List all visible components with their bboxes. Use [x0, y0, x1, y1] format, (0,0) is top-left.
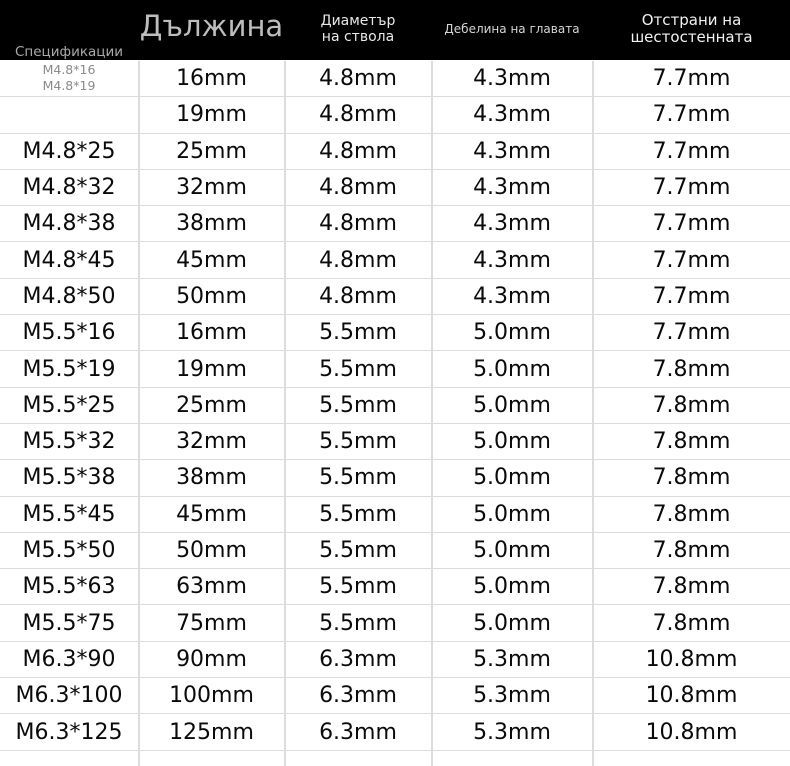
- length-cell: 45mm: [176, 247, 247, 273]
- spec-cell: M5.5*75: [22, 610, 116, 636]
- head-thickness-cell: 5.0mm: [473, 465, 551, 491]
- hex-cell: 7.7mm: [652, 66, 731, 92]
- hex-cell: 10.8mm: [645, 683, 738, 709]
- diameter-cell: 4.8mm: [319, 211, 397, 237]
- head-thickness-cell: 5.0mm: [473, 574, 551, 600]
- table-row: [0, 97, 790, 133]
- head-thickness-cell: 5.3mm: [473, 646, 551, 672]
- spec-cell: M5.5*19: [22, 356, 116, 382]
- hex-cell: 10.8mm: [645, 719, 738, 745]
- hex-cell: 7.8mm: [652, 392, 731, 418]
- hex-cell: 10.8mm: [645, 646, 738, 672]
- length-cell: 16mm: [176, 320, 247, 346]
- table-row: [0, 351, 790, 387]
- head-thickness-cell: 5.0mm: [473, 356, 551, 382]
- spec-cell: M5.5*50: [22, 538, 116, 564]
- head-thickness-cell: 4.3mm: [473, 138, 551, 164]
- diameter-cell: 5.5mm: [319, 501, 397, 527]
- diameter-cell: 4.8mm: [319, 283, 397, 309]
- head-thickness-cell: 4.3mm: [473, 247, 551, 273]
- length-cell: 45mm: [176, 501, 247, 527]
- head-thickness-cell: 4.3mm: [473, 66, 551, 92]
- length-cell: 19mm: [176, 102, 247, 128]
- table-row: [0, 606, 790, 642]
- header-spec-label: Спецификации: [15, 44, 123, 61]
- length-cell: 32mm: [176, 429, 247, 455]
- table-header: [0, 0, 790, 60]
- spec-small-label: M4.8*16: [42, 62, 96, 77]
- diameter-cell: 5.5mm: [319, 429, 397, 455]
- header-head-thickness-label: Дебелина на главата: [444, 22, 580, 37]
- diameter-cell: 4.8mm: [319, 175, 397, 201]
- hex-cell: 7.8mm: [652, 574, 731, 600]
- header-hex: [593, 0, 790, 60]
- table-row: [0, 279, 790, 315]
- diameter-cell: 5.5mm: [319, 356, 397, 382]
- head-thickness-cell: 5.0mm: [473, 501, 551, 527]
- head-thickness-cell: 5.0mm: [473, 538, 551, 564]
- table-row: [0, 497, 790, 533]
- diameter-cell: 4.8mm: [319, 102, 397, 128]
- hex-cell: 7.8mm: [652, 538, 731, 564]
- length-cell: 19mm: [176, 356, 247, 382]
- head-thickness-cell: 4.3mm: [473, 175, 551, 201]
- length-cell: 75mm: [176, 610, 247, 636]
- header-hex-line1: Отстрани на: [641, 10, 742, 29]
- spec-cell: M5.5*25: [22, 392, 116, 418]
- table-row: [0, 134, 790, 170]
- length-cell: 63mm: [176, 574, 247, 600]
- table-row: [0, 678, 790, 714]
- diameter-cell: 6.3mm: [319, 719, 397, 745]
- spec-cell: M5.5*32: [22, 429, 116, 455]
- diameter-cell: 5.5mm: [319, 320, 397, 346]
- header-diameter-line1: Диаметър: [320, 12, 396, 29]
- diameter-cell: 5.5mm: [319, 610, 397, 636]
- spec-cell: M5.5*63: [22, 574, 116, 600]
- length-cell: 100mm: [169, 683, 254, 709]
- head-thickness-cell: 5.0mm: [473, 392, 551, 418]
- head-thickness-cell: 4.3mm: [473, 211, 551, 237]
- head-thickness-cell: 5.3mm: [473, 719, 551, 745]
- table-row: [0, 569, 790, 605]
- table-row: [0, 533, 790, 569]
- hex-cell: 7.8mm: [652, 610, 731, 636]
- head-thickness-cell: 5.0mm: [473, 320, 551, 346]
- diameter-cell: 4.8mm: [319, 247, 397, 273]
- hex-cell: 7.7mm: [652, 320, 731, 346]
- table-row: [0, 170, 790, 206]
- hex-cell: 7.7mm: [652, 211, 731, 237]
- head-thickness-cell: 5.0mm: [473, 429, 551, 455]
- diameter-cell: 4.8mm: [319, 66, 397, 92]
- spec-small-label: M4.8*19: [42, 77, 96, 93]
- spec-cell: M4.8*50: [22, 283, 116, 309]
- hex-cell: 7.8mm: [652, 356, 731, 382]
- spec-cell: [0, 61, 138, 96]
- header-length-label: Дължина: [139, 9, 284, 44]
- length-cell: 25mm: [176, 392, 247, 418]
- length-cell: 16mm: [176, 66, 247, 92]
- spec-cell: M4.8*45: [22, 247, 116, 273]
- hex-cell: 7.7mm: [652, 283, 731, 309]
- head-thickness-cell: 5.0mm: [473, 610, 551, 636]
- diameter-cell: 6.3mm: [319, 683, 397, 709]
- spec-cell: M5.5*16: [22, 320, 116, 346]
- hex-cell: 7.8mm: [652, 429, 731, 455]
- header-length: [139, 0, 284, 60]
- spec-cell: M5.5*45: [22, 501, 116, 527]
- hex-cell: 7.7mm: [652, 175, 731, 201]
- diameter-cell: 5.5mm: [319, 465, 397, 491]
- header-head-thickness: [432, 0, 592, 60]
- diameter-cell: 5.5mm: [319, 538, 397, 564]
- diameter-cell: 4.8mm: [319, 138, 397, 164]
- length-cell: 38mm: [176, 211, 247, 237]
- length-cell: 50mm: [176, 283, 247, 309]
- length-cell: 32mm: [176, 175, 247, 201]
- head-thickness-cell: 5.3mm: [473, 683, 551, 709]
- diameter-cell: 5.5mm: [319, 392, 397, 418]
- hex-cell: 7.8mm: [652, 501, 731, 527]
- header-spec: [0, 0, 138, 61]
- header-hex-line2: шестостенната: [630, 28, 753, 46]
- header-diameter-line2: на ствола: [321, 29, 395, 45]
- table-row: [0, 460, 790, 496]
- spec-cell: M4.8*25: [22, 138, 116, 164]
- table-row: [0, 424, 790, 460]
- table-row: [0, 61, 790, 97]
- spec-cell: [0, 97, 138, 132]
- head-thickness-cell: 4.3mm: [473, 283, 551, 309]
- spec-cell: M6.3*100: [15, 683, 123, 709]
- spec-cell: M4.8*38: [22, 211, 116, 237]
- table-row: [0, 388, 790, 424]
- spec-cell: M6.3*90: [22, 646, 116, 672]
- length-cell: 90mm: [176, 646, 247, 672]
- table-row: [0, 206, 790, 242]
- spec-cell: M4.8*32: [22, 175, 116, 201]
- hex-cell: 7.8mm: [652, 465, 731, 491]
- spec-cell: M6.3*125: [15, 719, 123, 745]
- diameter-cell: 6.3mm: [319, 646, 397, 672]
- hex-cell: 7.7mm: [652, 247, 731, 273]
- spec-cell: M5.5*38: [22, 465, 116, 491]
- length-cell: 38mm: [176, 465, 247, 491]
- head-thickness-cell: 4.3mm: [473, 102, 551, 128]
- hex-cell: 7.7mm: [652, 138, 731, 164]
- length-cell: 125mm: [169, 719, 254, 745]
- table-row: [0, 315, 790, 351]
- table-row: [0, 642, 790, 678]
- table-row: [0, 714, 790, 750]
- length-cell: 50mm: [176, 538, 247, 564]
- length-cell: 25mm: [176, 138, 247, 164]
- diameter-cell: 5.5mm: [319, 574, 397, 600]
- header-diameter: [285, 0, 431, 60]
- table-row: [0, 243, 790, 279]
- hex-cell: 7.7mm: [652, 102, 731, 128]
